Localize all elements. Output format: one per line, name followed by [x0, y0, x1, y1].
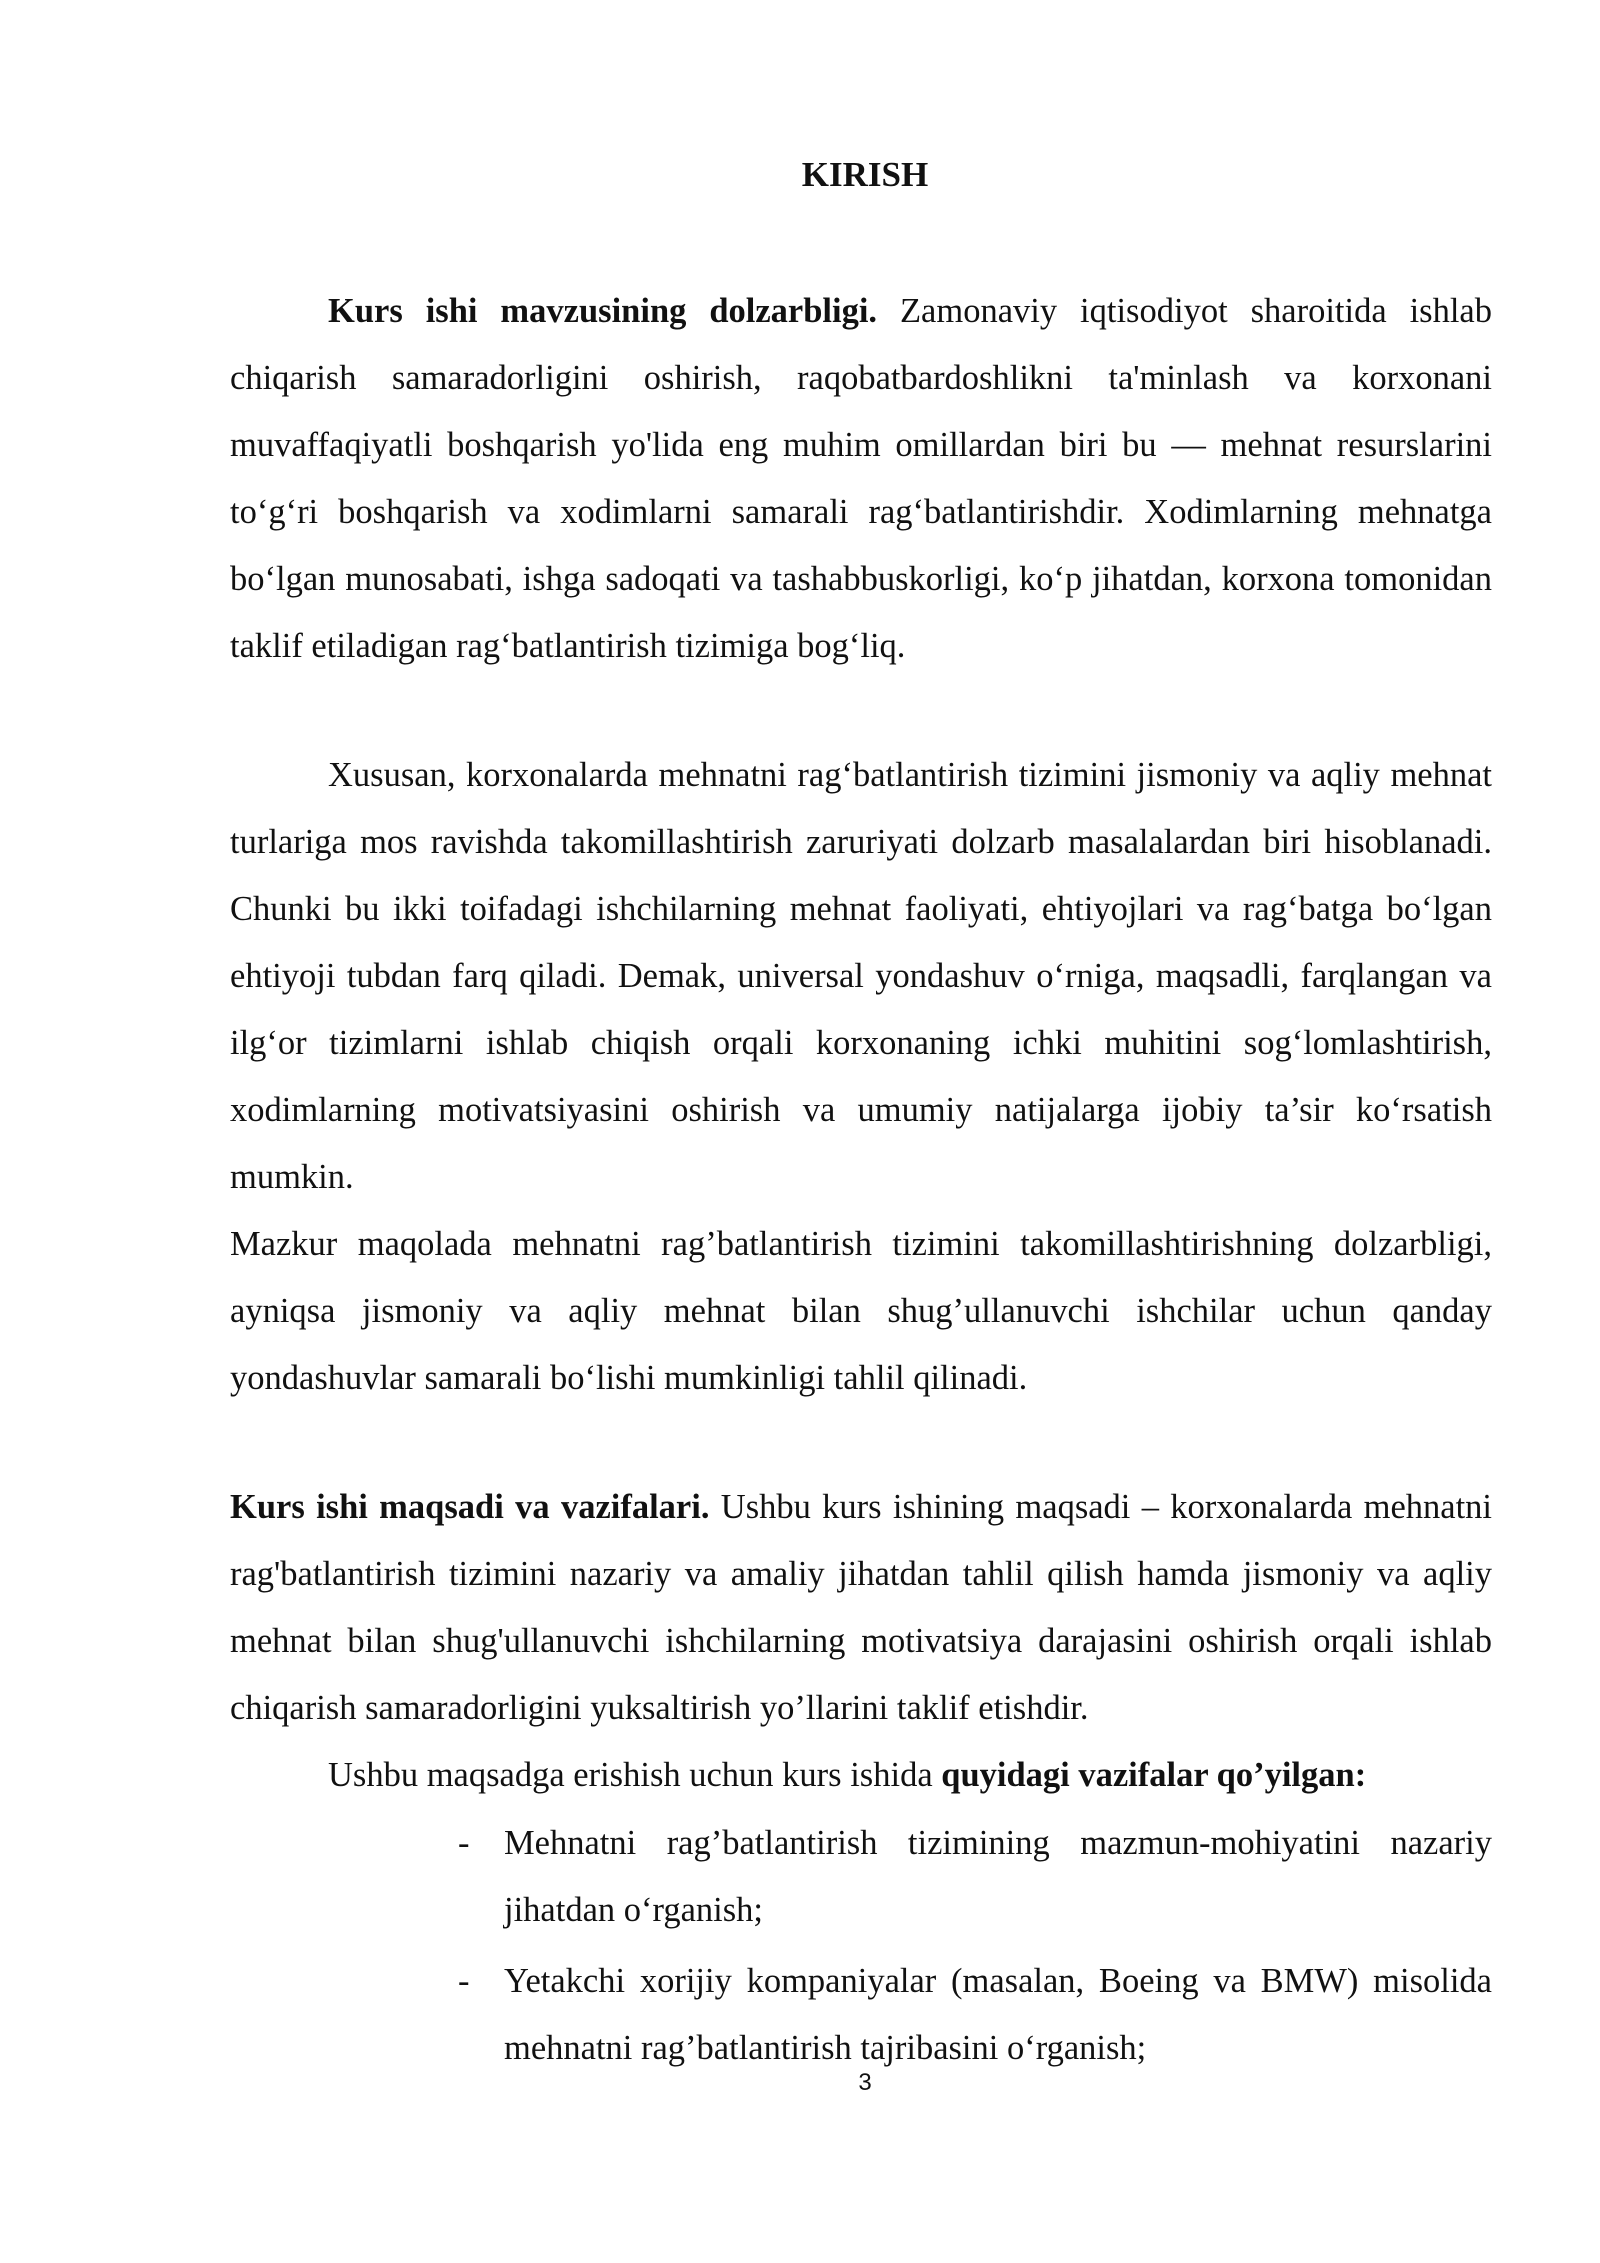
- goals-text: Ushbu kurs ishining maqsadi – korxonalarda mehnatni rag'batlantirish tizimini nazariy va amaliy jihatdan tahlil qilish hamda jismoniy va aqliy mehnat bilan shug'ullanuvchi ishchilarning motivatsiya darajasini oshirish orqali ishlab chiqarish samaradorligini yuksaltirish yo’llarini taklif etishdir.: [230, 1488, 1492, 1727]
- context-section: [230, 742, 1492, 1412]
- page-heading: KIRISH: [801, 155, 929, 194]
- tasks-intro-paragraph: [230, 1742, 1492, 1809]
- relevance-paragraph: [230, 278, 1492, 680]
- tasks-intro-bold: quyidagi vazifalar qo’yilgan:: [941, 1756, 1367, 1794]
- relevance-text: Zamonaviy iqtisodiyot sharoitida ishlab chiqarish samaradorligini oshirish, raqobatbardoshlikni ta'minlash va korxonani muvaffaqiyatli boshqarish yo'lida eng muhim omillardan biri bu — mehnat resurslarini to‘g‘ri boshqarish va xodimlarni samarali rag‘batlantirishdir. Xodimlarning mehnatga bo‘lgan munosabati, ishga sadoqati va tashabbuskorligi, ko‘p jihatdan, korxona tomonidan taklif etiladigan rag‘batlantirish tizimiga bog‘liq.: [230, 292, 1492, 665]
- context-paragraph: Xususan, korxonalarda mehnatni rag‘batlantirish tizimini jismoniy va aqliy mehnat turlariga mos ravishda takomillashtirish zaruriyati dolzarb masalalardan biri hisoblanadi. Chunki bu ikki toifadagi ishchilarning mehnat faoliyati, ehtiyojlari va rag‘batga bo‘lgan ehtiyoji tubdan farq qiladi. Demak, universal yondashuv o‘rniga, maqsadli, farqlangan va ilg‘or tizimlarni ishlab chiqish orqali korxonaning ichki muhitini sog‘lomlashtirish, xodimlarning motivatsiyasini oshirish va umumiy natijalarga ijobiy ta’sir ko‘rsatish mumkin.: [230, 756, 1492, 1196]
- list-marker: -: [458, 1824, 470, 1862]
- list-item-text: Mehnatni rag’batlantirish tizimining mazmun-mohiyatini nazariy jihatdan o‘rganish;: [504, 1824, 1492, 1929]
- list-marker: -: [458, 1962, 470, 2000]
- goals-section: [230, 1474, 1492, 1809]
- relevance-lead: Kurs ishi mavzusining dolzarbligi.: [328, 292, 878, 330]
- page-number: 3: [858, 2069, 872, 2096]
- relevance-section: [230, 278, 1492, 680]
- list-item: [458, 1948, 1492, 2082]
- list-item: [458, 1810, 1492, 1944]
- article-scope-paragraph: Mazkur maqolada mehnatni rag’batlantirish tizimini takomillashtirishning dolzarbligi, ayniqsa jismoniy va aqliy mehnat bilan shug’ullanuvchi ishchilar uchun qanday yondashuvlar samarali bo‘lishi mumkinligi tahlil qilinadi.: [230, 1225, 1492, 1397]
- goals-lead: Kurs ishi maqsadi va vazifalari.: [230, 1488, 710, 1526]
- list-item-text: Yetakchi xorijiy kompaniyalar (masalan, Boeing va BMW) misolida mehnatni rag’batlantirish tajribasini o‘rganish;: [504, 1962, 1492, 2067]
- tasks-list: [458, 1810, 1492, 2086]
- goals-paragraph: [230, 1474, 1492, 1742]
- tasks-intro-text: Ushbu maqsadga erishish uchun kurs ishida: [328, 1756, 942, 1794]
